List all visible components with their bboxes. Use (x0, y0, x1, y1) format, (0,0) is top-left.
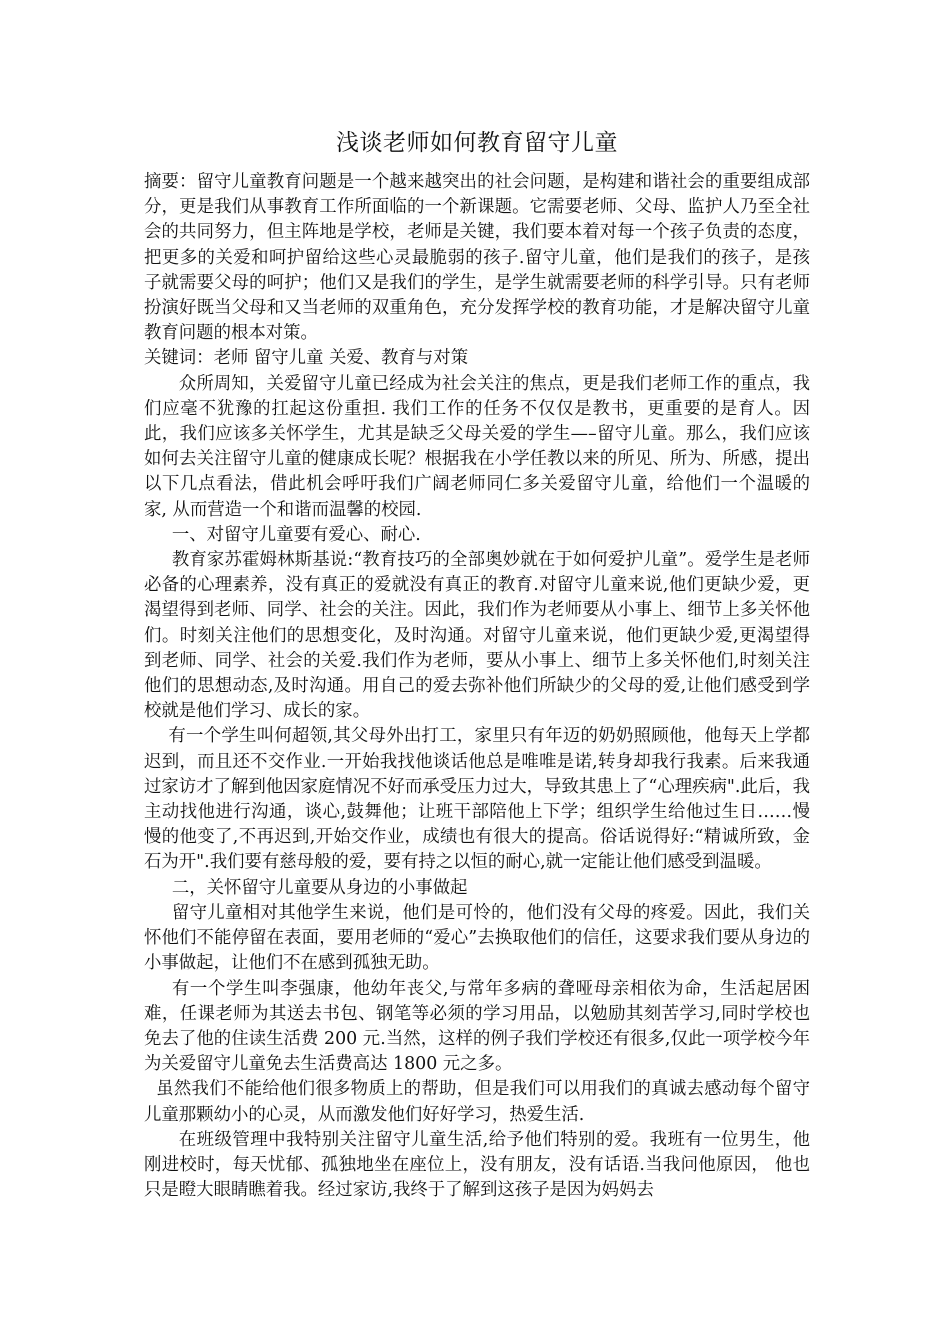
document-title: 浅谈老师如何教育留守儿童 (336, 130, 618, 156)
body-paragraph-6: 在班级管理中我特别关注留守儿童生活,给予他们特别的爱。我班有一位男生，他刚进校时，每天忧郁、孤独地坐在座位上，没有朋友，没有话语.当我问他原因， 他也只是瞪大眼睛瞧着我。经过家访,我终于了解到这孩子是因为妈妈去 (144, 1129, 810, 1201)
intro-paragraph: 众所周知，关爱留守儿童已经成为社会关注的焦点，更是我们老师工作的重点，我们应毫不犹豫的扛起这份重担. 我们工作的任务不仅仅是教书，更重要的是育人。因此，我们应该多关怀学生，尤其是缺乏父母关爱的学生—–留守儿童。那么，我们应该如何去关注留守儿童的健康成长呢？根据我在小学任教以来的所见、所为、所感，提出以下几点看法，借此机会呼吁我们广阔老师同仁多关爱留守儿童，给他们一个温暖的家, 从而营造一个和谐而温馨的校园. (144, 373, 810, 520)
body-paragraph-1: 教育家苏霍姆林斯基说:“教育技巧的全部奥妙就在于如何爱护儿童”。爱学生是老师必备的心理素养，没有真正的爱就没有真正的教育.对留守儿童来说,他们更缺少爱，更渴望得到老师、同学、社会的关注。因此，我们作为老师要从小事上、细节上多关怀他们。时刻关注他们的思想变化，及时沟通。对留守儿童来说，他们更缺少爱,更渴望得到老师、同学、社会的关爱.我们作为老师，要从小事上、细节上多关怀他们,时刻关注他们的思想动态,及时沟通。用自己的爱去弥补他们所缺少的父母的爱,让他们感受到学校就是他们学习、成长的家。 (144, 550, 810, 722)
section-heading-2: 二，关怀留守儿童要从身边的小事做起 (171, 877, 468, 898)
keywords-line: 关键词：老师 留守儿童 关爱、教育与对策 (144, 348, 469, 369)
body-paragraph-2: 有一个学生叫何超领,其父母外出打工，家里只有年迈的奶奶照顾他，他每天上学都迟到，而且还不交作业.一开始我找他谈话他总是唯唯是诺,转身却我行我素。后来我通过家访才了解到他因家庭情况不好而承受压力过大，导致其患上了“心理疾病".此后，我主动找他进行沟通，谈心,鼓舞他；让班干部陪他上下学；组织学生给他过生日……慢慢的他变了,不再迟到,开始交作业，成绩也有很大的提高。俗话说得好:“精诚所致，金石为开".我们要有慈母般的爱，要有持之以恒的耐心,就一定能让他们感受到温暖。 (144, 726, 810, 873)
document-page (144, 128, 810, 1203)
body-paragraph-5: 虽然我们不能给他们很多物质上的帮助，但是我们可以用我们的真诚去感动每个留守儿童那颗幼小的心灵，从而激发他们好好学习，热爱生活. (144, 1079, 810, 1125)
body-paragraph-4: 有一个学生叫李强康，他幼年丧父,与常年多病的聋哑母亲相依为命，生活起居困难，任课老师为其送去书包、钢笔等必须的学习用品，以勉励其刻苦学习,同时学校也免去了他的住读生活费 200 元.当然，这样的例子我们学校还有很多,仅此一项学校今年为关爱留守儿童免去生活费高达 1800 元之多。 (144, 978, 810, 1075)
body-paragraph-3: 留守儿童相对其他学生来说，他们是可怜的，他们没有父母的疼爱。因此，我们关怀他们不能停留在表面，要用老师的“爱心”去换取他们的信任，这要求我们要从身边的小事做起，让他们不在感到孤独无助。 (144, 902, 810, 974)
section-heading-1: 一、对留守儿童要有爱心、耐心. (171, 524, 421, 545)
abstract-paragraph: 摘要：留守儿童教育问题是一个越来越突出的社会问题，是构建和谐社会的重要组成部分，更是我们从事教育工作所面临的一个新课题。它需要老师、父母、监护人乃至全社会的共同努力，但主阵地是学校，老师是关键，我们要本着对每一个孩子负责的态度，把更多的关爱和呵护留给这些心灵最脆弱的孩子.留守儿童，他们是我们的孩子，是孩子就需要父母的呵护；他们又是我们的学生，是学生就需要老师的科学引导。只有老师扮演好既当父母和又当老师的双重角色，充分发挥学校的教育功能，才是解决留守儿童教育问题的根本对策。 (144, 172, 810, 344)
